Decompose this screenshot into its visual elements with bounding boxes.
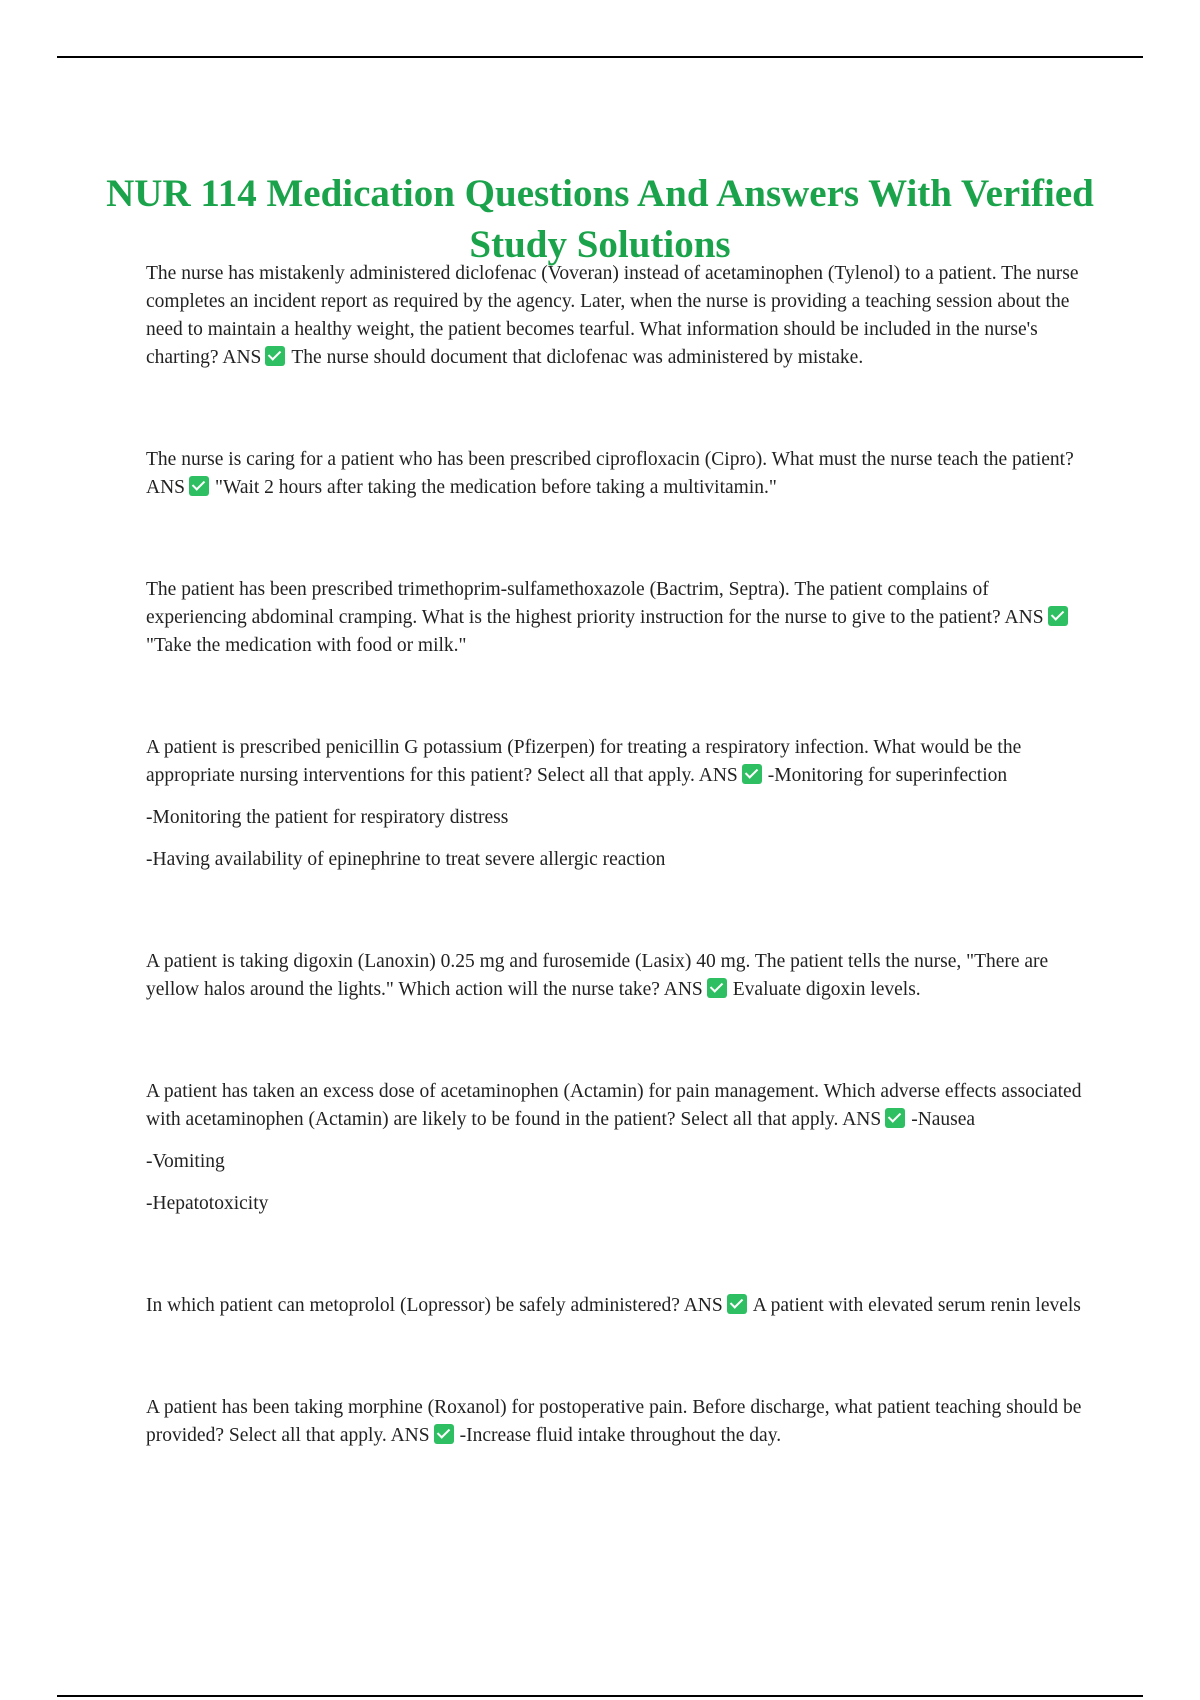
answer-text: Evaluate digoxin levels. [732, 979, 921, 1000]
answer-text: The nurse should document that diclofenac was administered by mistake. [291, 347, 864, 368]
question-text: In which patient can metoprolol (Lopressor) be safely administered? [146, 1295, 680, 1316]
question-text: The patient has been prescribed trimethoprim-sulfamethoxazole (Bactrim, Septra). The patient complains of experiencing abdominal cramping. What is the highest priority instruction for the nurse to give to the patient? [146, 579, 1001, 628]
question-text: The nurse has mistakenly administered diclofenac (Voveran) instead of acetaminophen (Tylenol) to a patient. The nurse completes an incident report as required by the agency. Later, when the nurse is providing a teaching session about the need to maintain a healthy weight, the patient becomes tearful. What information should be included in the nurse's charting? [146, 263, 1079, 368]
answer-text: -Monitoring for superinfection [767, 765, 1008, 786]
check-icon [885, 1108, 905, 1128]
answer-text: A patient with elevated serum renin levels [752, 1295, 1081, 1316]
answer-text: "Wait 2 hours after taking the medication before taking a multivitamin." [215, 477, 777, 498]
qa-item [146, 948, 1091, 1004]
answer-continuation: -Hepatotoxicity [146, 1193, 269, 1214]
qa-item [146, 576, 1091, 660]
qa-list [146, 260, 1091, 1524]
qa-paragraph [146, 734, 1091, 790]
question-text: A patient has been taking morphine (Roxanol) for postoperative pain. Before discharge, what patient teaching should be provided? Select all that apply. [146, 1397, 1082, 1446]
question-text: A patient is prescribed penicillin G potassium (Pfizerpen) for treating a respiratory infection. What would be the appropriate nursing interventions for this patient? Select all that apply. [146, 737, 1022, 786]
ans-label: ANS [146, 477, 186, 498]
qa-paragraph [146, 260, 1091, 372]
qa-paragraph [146, 948, 1091, 1004]
qa-item [146, 1078, 1091, 1218]
ans-label: ANS [663, 979, 703, 1000]
ans-label: ANS [390, 1425, 430, 1446]
qa-item [146, 1292, 1091, 1320]
answer-text: -Nausea [911, 1109, 976, 1130]
ans-label: ANS [842, 1109, 882, 1130]
ans-label: ANS [683, 1295, 723, 1316]
check-icon [1048, 606, 1068, 626]
qa-paragraph [146, 1078, 1091, 1134]
top-rule [57, 56, 1143, 58]
ans-label: ANS [1004, 607, 1044, 628]
check-icon [742, 764, 762, 784]
ans-label: ANS [222, 347, 262, 368]
ans-label: ANS [698, 765, 738, 786]
question-text: A patient has taken an excess dose of acetaminophen (Actamin) for pain management. Which adverse effects associated with acetaminophen (Actamin) are likely to be found in the patient? Select all that apply. [146, 1081, 1082, 1130]
qa-item [146, 1394, 1091, 1450]
qa-item [146, 260, 1091, 372]
question-text: The nurse is caring for a patient who has been prescribed ciprofloxacin (Cipro). What must the nurse teach the patient? [146, 449, 1074, 470]
answer-continuation: -Monitoring the patient for respiratory distress [146, 807, 509, 828]
qa-paragraph [146, 1394, 1091, 1450]
question-text: A patient is taking digoxin (Lanoxin) 0.25 mg and furosemide (Lasix) 40 mg. The patient tells the nurse, "There are yellow halos around the lights." Which action will the nurse take? [146, 951, 1049, 1000]
qa-paragraph [146, 446, 1091, 502]
answer-continuation: -Vomiting [146, 1151, 225, 1172]
qa-item [146, 446, 1091, 502]
answer-continuation: -Having availability of epinephrine to treat severe allergic reaction [146, 849, 666, 870]
check-icon [727, 1294, 747, 1314]
qa-paragraph [146, 1292, 1091, 1320]
check-icon [434, 1424, 454, 1444]
check-icon [265, 346, 285, 366]
qa-item [146, 734, 1091, 874]
answer-text: -Increase fluid intake throughout the day. [459, 1425, 782, 1446]
bottom-rule [57, 1695, 1143, 1697]
answer-text: "Take the medication with food or milk." [146, 635, 467, 656]
qa-paragraph [146, 576, 1091, 660]
check-icon [189, 476, 209, 496]
document-title: NUR 114 Medication Questions And Answers With Verified Study Solutions [106, 172, 1094, 267]
check-icon [707, 978, 727, 998]
